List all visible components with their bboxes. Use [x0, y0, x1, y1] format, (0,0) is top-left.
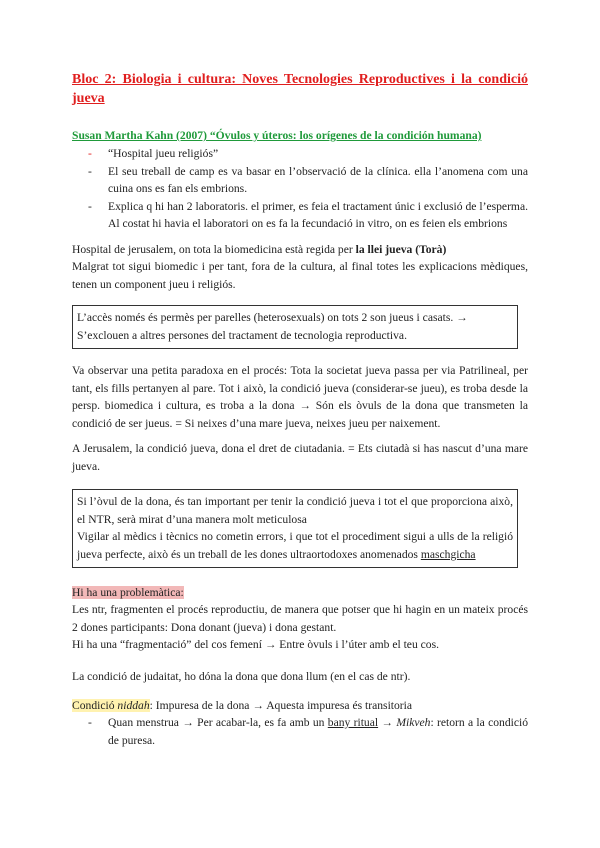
document-title: Bloc 2: Biologia i cultura: Noves Tecnologies Reproductives i la condició jueva — [72, 72, 528, 106]
term-mikveh: Mikveh — [396, 716, 431, 729]
paragraph-niddah: Condició niddah: Impuresa de la dona → Aquesta impuresa és transitoria — [72, 699, 413, 712]
list-dash: - — [88, 199, 92, 213]
paragraph-biomedic: Malgrat tot sigui biomedic i per tant, fora de la cultura, al final totes les explicacions mèdiques, tenen un component jueu i religiós. — [72, 260, 528, 291]
author-name: Susan Martha Kahn (2007) — [72, 129, 207, 142]
term-bany-ritual: bany ritual — [327, 716, 379, 729]
list-item: - “Hospital jueu religiós” — [72, 145, 528, 163]
bold-term: la llei jueva (Torà) — [355, 243, 447, 256]
list-item: - Explica q hi han 2 laboratoris. el primer, es feia el tractament únic i exclusió de l’esperma. Al costat hi havia el laboratori on es fa la fecundació in vitro, on es feien els embrions — [88, 199, 528, 230]
paragraph-fragment: Les ntr, fragmenten el procés reproductiu, de manera que potser que hi hagin en un mateix procés 2 dones participants: Dona donant (jueva) i dona gestant. — [72, 603, 528, 634]
term-maschgicha: maschgicha — [420, 547, 476, 561]
list-dash: - — [88, 164, 92, 178]
list-dash: - — [88, 147, 92, 160]
list-item: - Quan menstrua → Per acabar-la, es fa amb un bany ritual → Mikveh: retorn a la condició de puresa. — [88, 716, 529, 747]
bullet-list-mikveh — [72, 714, 528, 749]
term-niddah: niddah — [117, 699, 150, 712]
note-box-ovule: Si l’òvul de la dona, és tan important per tenir la condició jueva i tot el que proporciona això, el NTR, serà mirat d’una manera molt meticulosa Vigilar al mèdics i tècnics no cometin errors, i que tot el procediment sigui a ulls de la religió jueva perfecte, això és un treball de les dones ultraortodoxes anomenados maschgicha — [72, 489, 518, 568]
author-heading — [72, 127, 528, 145]
paragraph-fragmentacio: Hi ha una “fragmentació” del cos femení → Entre òvuls i l’úter amb el teu cos. — [72, 638, 440, 651]
author-work: “Óvulos y úteros: los orígenes de la condición humana) — [206, 129, 482, 142]
bullet-list-clinic — [72, 145, 528, 233]
paragraph-paradox: Va observar una petita paradoxa en el procés: Tota la societat jueva passa per via Patrilineal, per tant, els fills pertanyen al pare. Tot i això, la condició jueva (considerar-se jueu), es troba desde la persp. biomedica i cultura, es troba a la dona → Són els òvuls de la dona que transmeten la condició de ser jueus. = Si neixes d’una mare jueva, neixes jueu per naixement. — [72, 364, 528, 430]
note-box-access: L’accès només és permès per parelles (heterosexuals) on tots 2 son jueus i casats. → S’exclouen a altres persones del tractament de tecnologia reproductiva. — [72, 305, 518, 349]
paragraph-hospital: Hospital de jerusalem, on tota la biomedicina està regida per la llei jueva (Torà) — [72, 243, 447, 256]
list-item: - El seu treball de camp es va basar en l’observació de la clínica. ella l’anomena com una cuina ons es fan els embrions. — [88, 164, 528, 195]
list-dash: - — [88, 716, 92, 729]
paragraph-jerusalem: A Jerusalem, la condició jueva, dona el dret de ciutadania. = Ets ciutadà si has nascut d’una mare jueva. — [72, 442, 528, 473]
paragraph-judaitat: La condició de judaitat, ho dóna la dona que dona llum (en el cas de ntr). — [72, 670, 411, 683]
heading-problem: Hi ha una problemàtica: — [72, 586, 184, 599]
